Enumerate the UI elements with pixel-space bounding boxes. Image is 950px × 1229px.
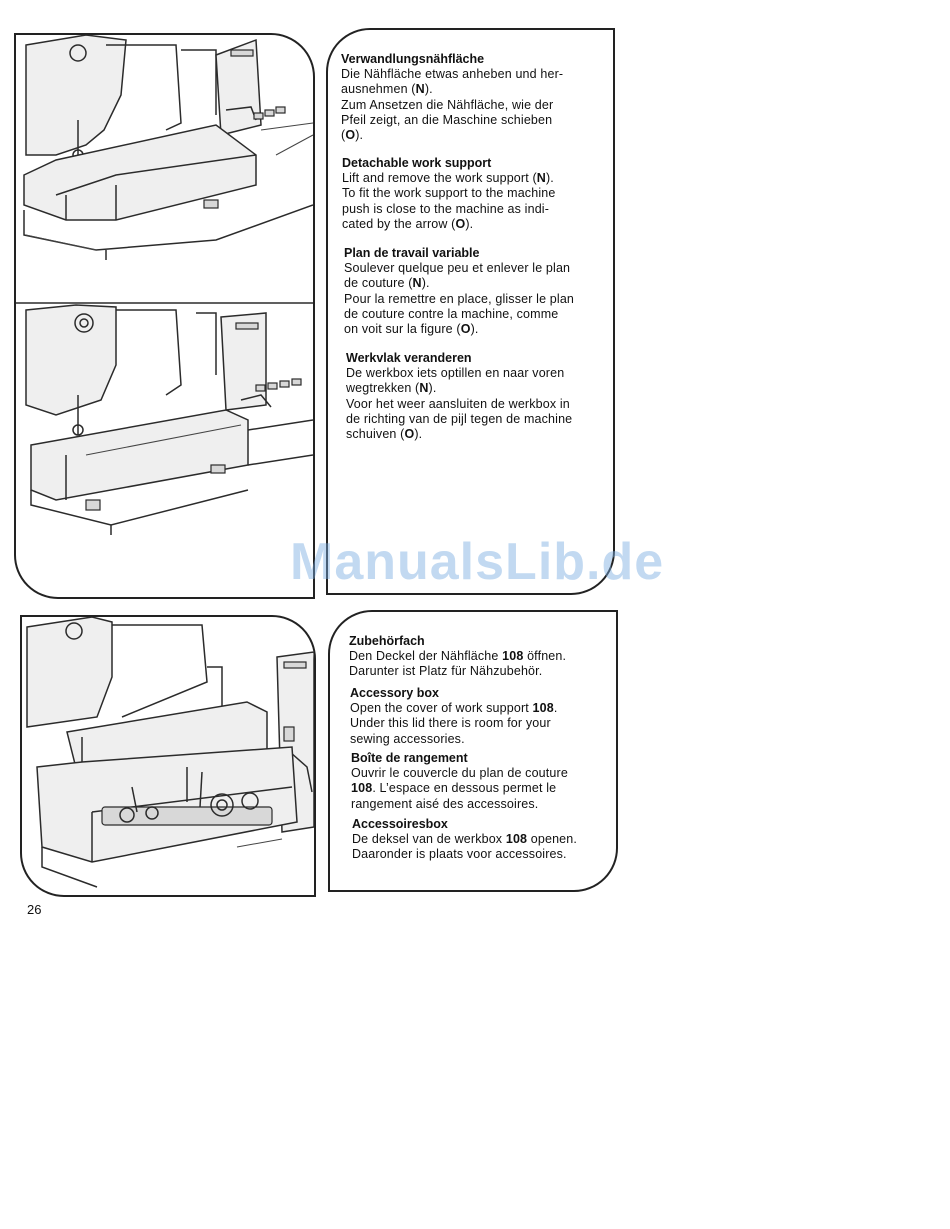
section-body — [349, 649, 616, 680]
text-line: Pfeil zeigt, an die Maschine schieben — [341, 112, 553, 127]
bold-reference: N — [536, 171, 546, 185]
section-zubehoerfach — [349, 634, 616, 680]
section-heading: Zubehörfach — [349, 634, 425, 648]
text-line: sewing accessories. — [350, 731, 465, 746]
section-body — [350, 701, 616, 747]
text-line: De werkbox iets optillen en naar voren — [346, 366, 565, 380]
top-text-panel — [326, 28, 615, 595]
bold-reference: 108 — [351, 781, 373, 796]
text-line: cated by the arrow (O). — [342, 216, 474, 231]
text-line: ausnehmen (N). — [341, 82, 433, 97]
section-heading: Verwandlungsnähfläche — [341, 52, 485, 66]
text-line: Open the cover of work support 108. — [350, 701, 558, 715]
detachable-work-support-illustration — [16, 35, 313, 597]
section-body — [351, 766, 616, 812]
text-line: Darunter ist Platz für Nähzubehör. — [349, 664, 543, 679]
section-verwandlungsnaehflaeche — [341, 52, 613, 143]
watermark: ManualsLib.de — [290, 533, 665, 591]
section-werkvlak-veranderen — [346, 351, 613, 442]
section-body — [346, 366, 613, 442]
section-body — [352, 832, 616, 863]
accessory-box-illustration — [22, 617, 314, 895]
text-line: on voit sur la figure (O). — [344, 322, 479, 337]
text-line: Voor het weer aansluiten de werkbox in — [346, 396, 570, 411]
section-accessoiresbox — [352, 817, 616, 863]
bold-reference: N — [415, 82, 425, 97]
text-line: 108. L’espace en dessous permet le — [351, 781, 557, 796]
text-line: Zum Ansetzen die Nähfläche, wie der — [341, 97, 554, 112]
text-line: Lift and remove the work support (N). — [342, 171, 554, 185]
section-heading: Plan de travail variable — [344, 246, 480, 260]
bold-reference: O — [460, 322, 471, 337]
section-body — [344, 261, 613, 337]
text-line: (O). — [341, 128, 364, 143]
machine-attached-drawing — [26, 305, 313, 535]
top-illustration-panel — [14, 33, 315, 599]
text-line: de couture contre la machine, comme — [344, 306, 559, 321]
bold-reference: N — [412, 276, 422, 291]
text-line: Die Nähfläche etwas anheben und her- — [341, 67, 564, 81]
bold-reference: 108 — [502, 649, 524, 663]
bold-reference: 108 — [532, 701, 554, 715]
section-heading: Boîte de rangement — [351, 751, 468, 765]
text-line: Daaronder is plaats voor accessoires. — [352, 847, 567, 862]
section-heading: Detachable work support — [342, 156, 492, 170]
machine-lifted-drawing — [24, 35, 313, 260]
section-heading: Accessory box — [350, 686, 439, 700]
text-line: rangement aisé des accessoires. — [351, 796, 539, 811]
bold-reference: O — [404, 427, 415, 442]
text-line: push is close to the machine as indi- — [342, 201, 550, 216]
section-detachable-work-support — [342, 156, 613, 232]
text-line: Ouvrir le couvercle du plan de couture — [351, 766, 568, 780]
text-line: Den Deckel der Nähfläche 108 öffnen. — [349, 649, 567, 663]
section-body — [342, 171, 613, 232]
section-heading: Werkvlak veranderen — [346, 351, 472, 365]
text-line: De deksel van de werkbox 108 openen. — [352, 832, 578, 846]
section-plan-de-travail-variable — [344, 246, 613, 337]
page-number: 26 — [27, 902, 42, 917]
bold-reference: 108 — [505, 832, 528, 846]
section-boite-de-rangement — [351, 751, 616, 812]
section-accessory-box — [350, 686, 616, 747]
text-line: To fit the work support to the machine — [342, 186, 556, 201]
bottom-text-panel — [328, 610, 618, 892]
text-line: wegtrekken (N). — [346, 381, 437, 396]
text-line: Pour la remettre en place, glisser le plan — [344, 291, 575, 306]
section-heading: Accessoiresbox — [352, 817, 448, 831]
text-line: Soulever quelque peu et enlever le plan — [344, 261, 571, 275]
bold-reference: N — [419, 381, 429, 396]
bottom-illustration-panel — [20, 615, 316, 897]
bold-reference: O — [345, 128, 356, 143]
text-line: schuiven (O). — [346, 427, 423, 442]
text-line: de couture (N). — [344, 276, 430, 291]
bold-reference: O — [455, 216, 466, 231]
section-body — [341, 67, 613, 143]
text-line: Under this lid there is room for your — [350, 716, 551, 731]
text-line: de richting van de pijl tegen de machine — [346, 411, 573, 426]
